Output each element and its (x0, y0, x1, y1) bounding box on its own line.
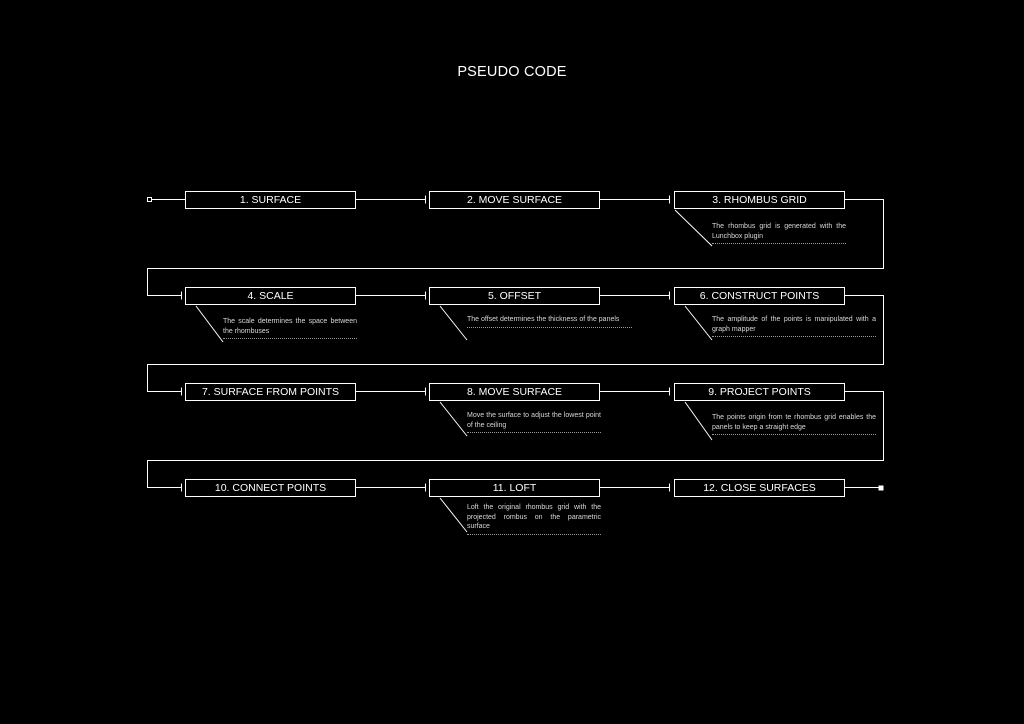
step-2-move-surface: 2. MOVE SURFACE (429, 191, 600, 209)
step-7-surface-from-points: 7. SURFACE FROM POINTS (185, 383, 356, 401)
step-5-note: The offset determines the thickness of the panels (467, 315, 632, 328)
step-8-note: Move the surface to adjust the lowest point of the ceiling (467, 411, 601, 433)
step-11-note: Loft the original rhombus grid with the projected rombus on the parametric surface (467, 503, 601, 535)
note-leader-11 (440, 498, 467, 532)
page-title: PSEUDO CODE (457, 64, 567, 80)
note-leader-9 (685, 402, 712, 440)
step-3-rhombus-grid: 3. RHOMBUS GRID (674, 191, 845, 209)
note-leader-4 (196, 306, 223, 342)
note-leader-8 (440, 402, 467, 436)
step-6-construct-points: 6. CONSTRUCT POINTS (674, 287, 845, 305)
step-9-project-points: 9. PROJECT POINTS (674, 383, 845, 401)
step-12-close-surfaces: 12. CLOSE SURFACES (674, 479, 845, 497)
flow-start-marker (148, 198, 152, 202)
step-4-scale: 4. SCALE (185, 287, 356, 305)
step-4-note: The scale determines the space between the rhombuses (223, 317, 357, 339)
connector-3-4 (148, 200, 884, 296)
step-11-loft: 11. LOFT (429, 479, 600, 497)
flow-end-marker (879, 486, 884, 491)
step-6-note: The amplitude of the points is manipulated with a graph mapper (712, 315, 876, 337)
step-3-note: The rhombus grid is generated with the Lunchbox plugin (712, 222, 846, 244)
step-10-connect-points: 10. CONNECT POINTS (185, 479, 356, 497)
connector-6-7 (148, 296, 884, 392)
note-leader-5 (440, 306, 467, 340)
note-leader-6 (685, 306, 712, 340)
step-9-note: The points origin from te rhombus grid enables the panels to keep a straight edge (712, 413, 876, 435)
step-8-move-surface: 8. MOVE SURFACE (429, 383, 600, 401)
step-5-offset: 5. OFFSET (429, 287, 600, 305)
step-1-surface: 1. SURFACE (185, 191, 356, 209)
connector-9-10 (148, 392, 884, 488)
note-leader-3 (675, 210, 712, 246)
